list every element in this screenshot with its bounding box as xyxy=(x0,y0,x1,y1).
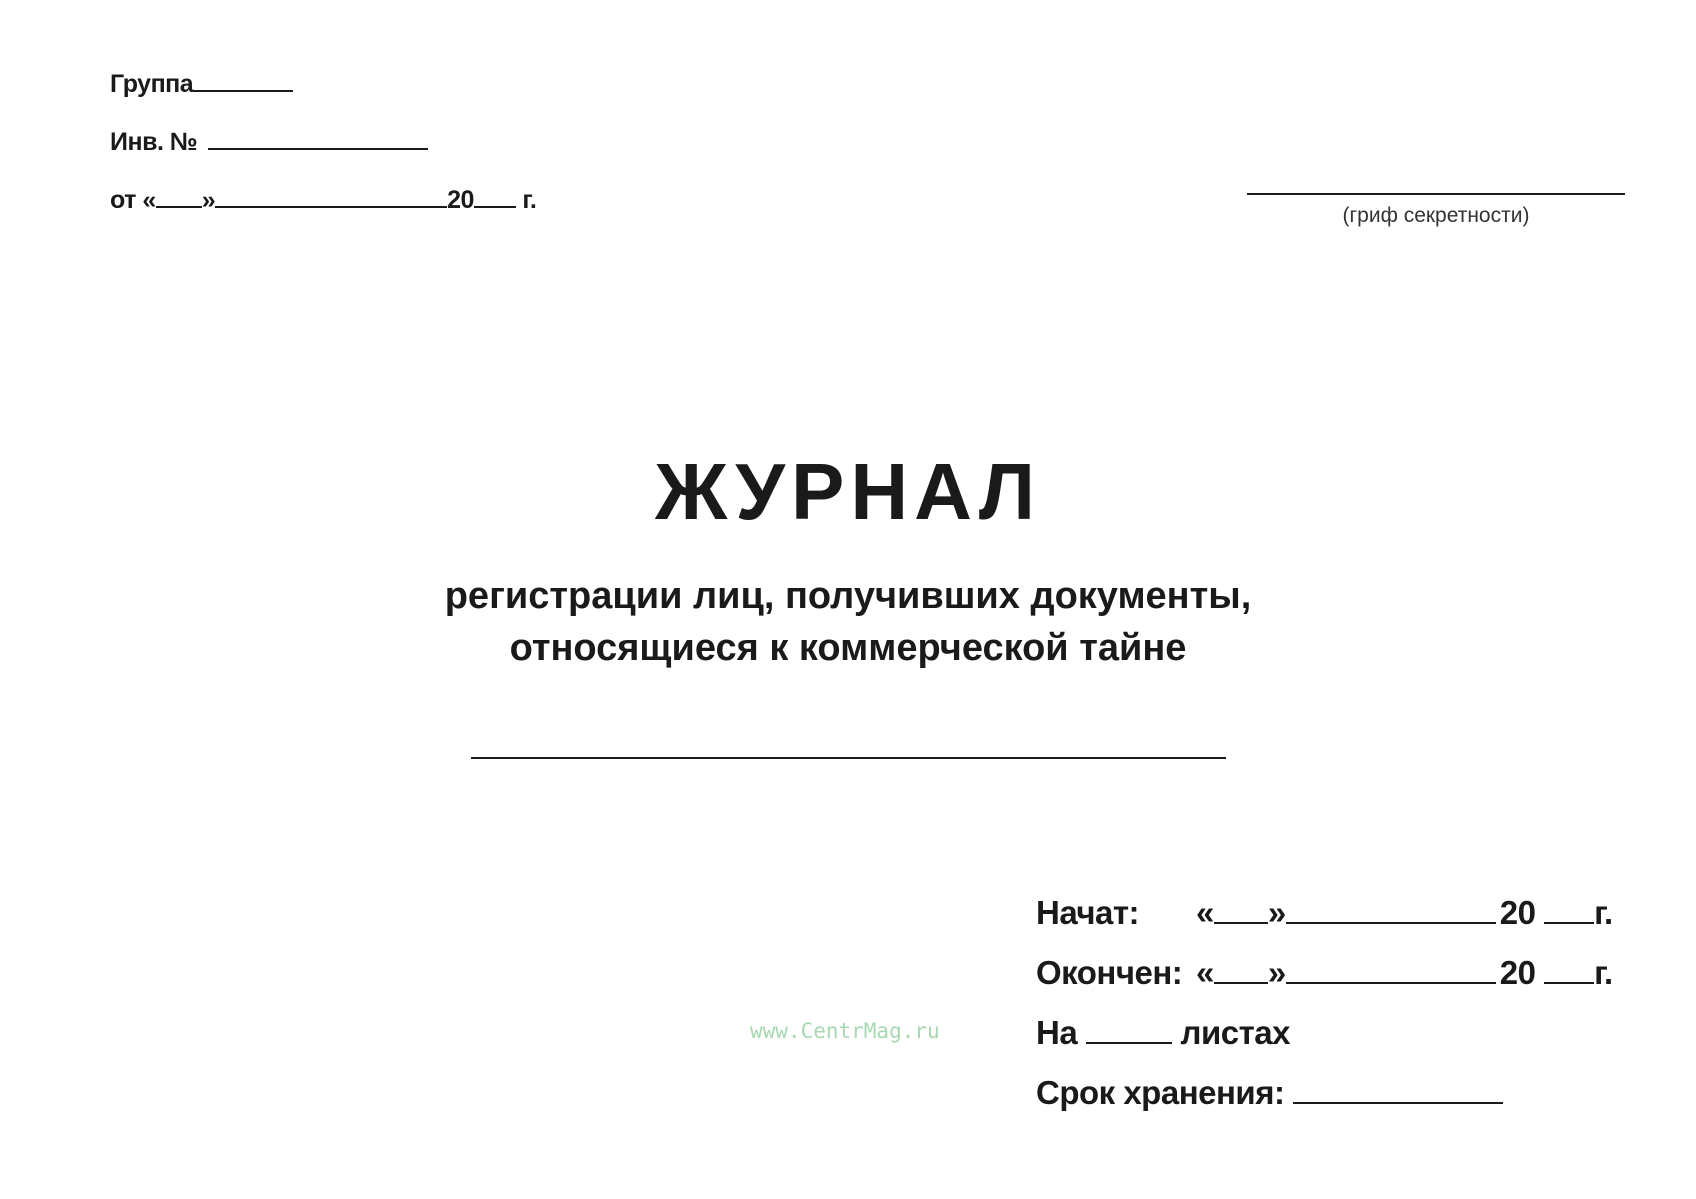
date-suffix: г. xyxy=(522,186,537,214)
subtitle-line-1: регистрации лиц, получивших документы, xyxy=(444,575,1252,617)
date-day-blank xyxy=(156,206,202,208)
group-blank-line xyxy=(193,90,293,92)
date-mid: » xyxy=(201,186,216,214)
watermark-text: www.CentrMag.ru xyxy=(750,1019,940,1043)
sheets-suffix: листах xyxy=(1180,1014,1291,1051)
ended-year-blank xyxy=(1544,982,1594,984)
inventory-label: Инв. № xyxy=(110,128,198,156)
ended-day-blank xyxy=(1214,982,1268,984)
ended-field xyxy=(1036,954,1666,992)
sheets-field xyxy=(1036,1014,1290,1052)
subtitle-line-2: относящиеся к коммерческой тайне xyxy=(509,627,1187,669)
inventory-blank-line xyxy=(208,148,428,150)
date-prefix: от « xyxy=(110,186,156,214)
secrecy-caption: (гриф секретности) xyxy=(1342,204,1530,227)
started-quote-open: « xyxy=(1196,894,1214,931)
started-year: 20 xyxy=(1499,894,1536,931)
group-label: Группа xyxy=(110,70,194,98)
secrecy-line xyxy=(1247,193,1625,195)
date-year-blank xyxy=(474,206,516,208)
sheets-prefix: На xyxy=(1036,1014,1078,1051)
inventory-field xyxy=(110,128,428,157)
started-year-suffix: г. xyxy=(1594,894,1613,931)
date-month-blank xyxy=(215,206,447,208)
sheets-count-blank xyxy=(1086,1042,1172,1044)
title-underline xyxy=(471,757,1226,759)
started-field xyxy=(1036,894,1666,932)
started-label: Начат: xyxy=(1036,894,1140,931)
ended-label: Окончен: xyxy=(1036,954,1183,991)
started-day-blank xyxy=(1214,922,1268,924)
started-year-blank xyxy=(1544,922,1594,924)
ended-quote-open: « xyxy=(1196,954,1214,991)
ended-month-blank xyxy=(1286,982,1496,984)
ended-year-suffix: г. xyxy=(1594,954,1613,991)
date-field xyxy=(110,186,536,215)
storage-label: Срок хранения: xyxy=(1036,1074,1285,1111)
started-month-blank xyxy=(1286,922,1496,924)
ended-year: 20 xyxy=(1499,954,1536,991)
started-quote-close: » xyxy=(1267,894,1286,931)
ended-quote-close: » xyxy=(1267,954,1286,991)
date-year: 20 xyxy=(447,186,474,214)
storage-field xyxy=(1036,1074,1503,1112)
storage-blank xyxy=(1293,1102,1503,1104)
page-title: ЖУРНАЛ xyxy=(654,447,1042,536)
group-field xyxy=(110,70,293,99)
